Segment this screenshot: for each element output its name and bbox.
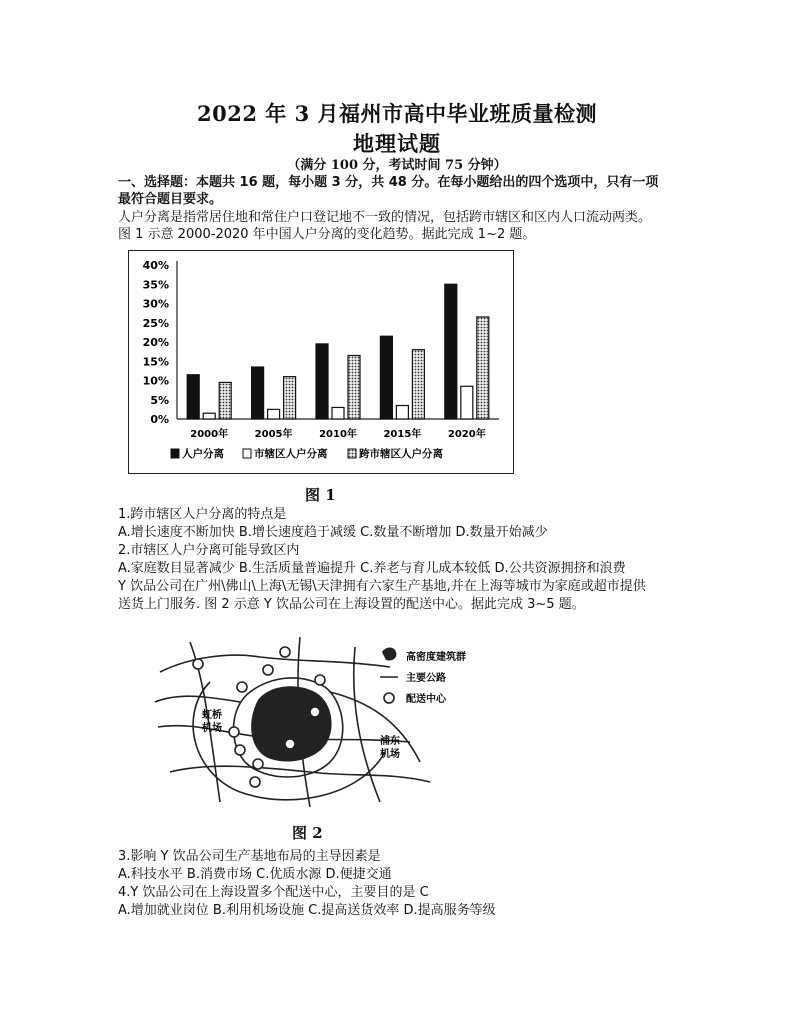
legend-swatch — [243, 449, 251, 458]
center-legend-icon — [384, 693, 394, 703]
legend-label: 人户分离 — [182, 448, 224, 460]
legend-swatch — [348, 449, 356, 458]
bar-1 — [268, 409, 280, 419]
section-heading-line2: 最符合题目要求。 — [118, 192, 223, 207]
intro2-line2: 送货上门服务. 图 2 示意 Y 饮品公司在上海设置的配送中心。据此完成 3~5 题。 — [118, 597, 585, 612]
bar-0 — [252, 367, 264, 419]
distribution-center-icon — [315, 675, 325, 685]
legend-swatch — [171, 449, 179, 458]
page-subtitle: 地理试题 — [353, 131, 441, 156]
bar-1 — [332, 407, 344, 419]
hongqiao-label-1: 虹桥 — [202, 710, 222, 721]
pudong-label-1: 浦东 — [380, 736, 400, 747]
bar-2 — [412, 350, 424, 419]
hongqiao-label-2: 机场 — [202, 723, 222, 734]
distribution-center-icon — [250, 777, 260, 787]
bar-0 — [445, 284, 457, 419]
x-tick-label: 2005年 — [254, 429, 293, 440]
y-tick-label: 25% — [142, 316, 169, 330]
bar-1 — [461, 386, 473, 419]
question4-options: A.增加就业岗位 B.利用机场设施 C.提高送货效率 D.提高服务等级 — [118, 903, 496, 918]
x-tick-label: 2020年 — [447, 429, 486, 440]
question3-stem: 3.影响 Y 饮品公司生产基地布局的主导因素是 — [118, 849, 381, 864]
question2-options: A.家庭数目显著减少 B.生活质量普遍提升 C.养老与育儿成本较低 D.公共资源拥挤和浪费 — [118, 561, 626, 576]
x-tick-label: 2000年 — [190, 429, 229, 440]
distribution-center-icon — [285, 739, 295, 749]
figure2-map — [150, 632, 480, 812]
legend-center-label: 配送中心 — [406, 694, 446, 705]
legend-label: 市辖区人户分离 — [254, 448, 328, 460]
question1-options: A.增长速度不断加快 B.增长速度趋于减缓 C.数量不断增加 D.数量开始减少 — [118, 525, 548, 540]
y-tick-label: 20% — [142, 336, 169, 349]
exam-note: （满分 100 分，考试时间 75 分钟） — [287, 158, 507, 173]
y-tick-label: 10% — [142, 374, 169, 388]
bar-2 — [219, 382, 231, 419]
bar-0 — [316, 344, 328, 419]
map-legend — [380, 648, 466, 706]
figure1-caption: 图 1 — [305, 486, 336, 504]
x-tick-label: 2010年 — [319, 429, 357, 440]
distribution-center-icon — [229, 727, 239, 737]
intro-line2: 图 1 示意 2000-2020 年中国人户分离的变化趋势。据此完成 1~2 题。 — [118, 227, 536, 242]
distribution-center-icon — [237, 682, 247, 692]
dense-legend-icon — [382, 648, 396, 661]
question1-stem: 1.跨市辖区人户分离的特点是 — [118, 507, 287, 522]
dense-building-area — [251, 686, 331, 761]
y-tick-label: 35% — [142, 278, 169, 292]
section-heading-line1: 一、选择题：本题共 16 题，每小题 3 分，共 48 分。在每小题给出的四个选项中，只有一项 — [118, 175, 659, 190]
page-title: 2022 年 3 月福州市高中毕业班质量检测 — [197, 101, 597, 126]
y-tick-label: 5% — [150, 393, 169, 407]
figure1-chart — [128, 250, 514, 474]
intro2-line1: Y 饮品公司在广州\佛山\上海\无锡\天津拥有六家生产基地,并在上海等城市为家庭或超市提供 — [118, 579, 646, 594]
y-tick-label: 0% — [150, 413, 169, 426]
distribution-center-icon — [280, 647, 290, 657]
distribution-center-icon — [253, 759, 263, 769]
question4-stem: 4.Y 饮品公司在上海设置多个配送中心，主要目的是 C — [118, 885, 429, 900]
distribution-center-icon — [310, 707, 320, 717]
pudong-label-2: 机场 — [380, 749, 400, 760]
y-tick-label: 40% — [142, 259, 169, 272]
question3-options: A.科技水平 B.消费市场 C.优质水源 D.便捷交通 — [118, 867, 392, 882]
bar-2 — [284, 377, 296, 419]
bar-0 — [380, 336, 392, 419]
bar-chart-svg — [129, 251, 513, 473]
figure2-caption: 图 2 — [292, 824, 323, 842]
intro-line1: 人户分离是指常居住地和常住户口登记地不一致的情况，包括跨市辖区和区内人口流动两类。 — [118, 210, 652, 225]
legend-dense-label: 高密度建筑群 — [406, 652, 466, 663]
x-tick-label: 2015年 — [383, 429, 422, 440]
shanghai-map-svg — [150, 632, 480, 812]
bar-2 — [477, 317, 489, 419]
legend-road-label: 主要公路 — [406, 673, 446, 684]
bar-1 — [203, 413, 215, 419]
y-tick-label: 15% — [142, 355, 169, 369]
distribution-center-icon — [235, 745, 245, 755]
bar-0 — [187, 375, 199, 419]
y-tick-label: 30% — [142, 297, 169, 311]
bar-1 — [396, 406, 408, 419]
distribution-center-icon — [193, 659, 203, 669]
question2-stem: 2.市辖区人户分离可能导致区内 — [118, 543, 300, 558]
bar-2 — [348, 355, 360, 419]
distribution-center-icon — [263, 665, 273, 675]
legend-label: 跨市辖区人户分离 — [359, 448, 443, 460]
